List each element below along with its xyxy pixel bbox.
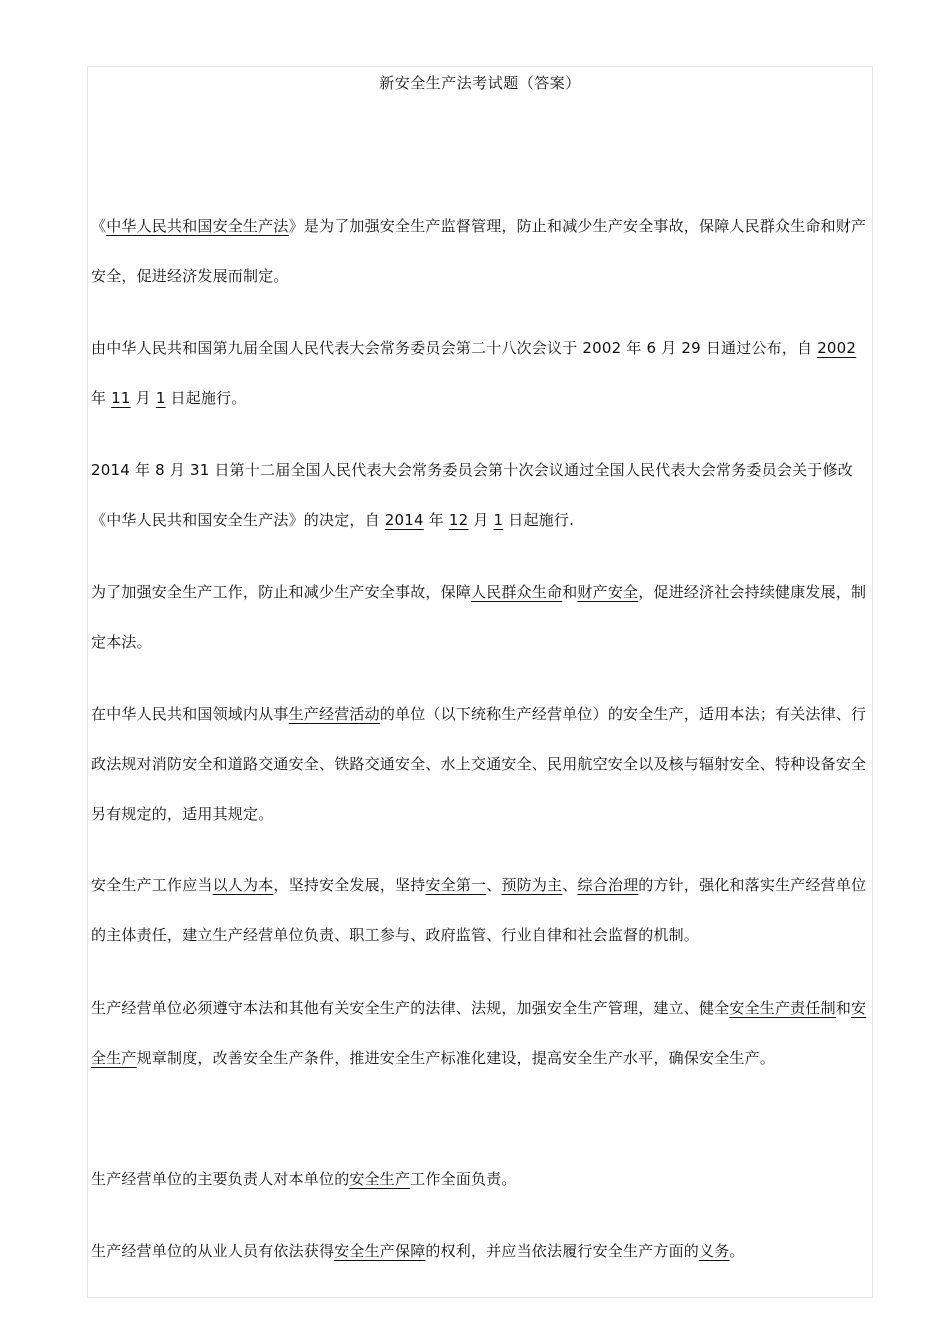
paragraph-legislative-purpose (91, 567, 873, 667)
text-run: 为了加强安全生产工作，防止和减少生产安全事故，保障 (91, 583, 472, 601)
text-run: 生产经营单位的从业人员有依法获得 (91, 1242, 335, 1260)
text-run: 2014 年 8 月 31 日第十二届全国人民代表大会常务委员会第十次会议通过全国人民代表大会常务委员会关于修改《中华人民共和国安全生产法》的决定，自 (91, 461, 853, 529)
paragraph-2002-adoption (91, 323, 873, 423)
underlined-answer: 人民群众生命 (471, 583, 563, 601)
text-run: 的权利，并应当依法履行安全生产方面的 (425, 1242, 700, 1260)
text-run: 安全生产工作应当 (91, 876, 213, 894)
text-run: 月 (130, 389, 156, 407)
paragraph-founding-purpose (91, 201, 873, 301)
text-run: ，促进经济社会持续健康发展，制定本法。 (91, 583, 867, 651)
text-run: ，坚持安全发展，坚持 (273, 876, 426, 894)
text-run: 由中华人民共和国第九届全国人民代表大会常务委员会第二十八次会议于 2002 年 6 月 29 日通过公布，自 (91, 339, 818, 357)
underlined-answer: 1 (493, 511, 504, 529)
paragraph-scope (91, 689, 873, 839)
paragraph-unit-obligations (91, 983, 873, 1083)
text-run: 生产经营单位必须遵守本法和其他有关安全生产的法律、法规，加强安全生产管理，建立、健全 (91, 999, 730, 1017)
underlined-answer: 1 (155, 389, 166, 407)
text-run: 的单位（以下统称生产经营单位）的安全生产，适用本法；有关法律、行政法规对消防安全和道路交通安全、铁路交通安全、水上交通安全、民用航空安全以及核与辐射安全、特种设备安全另有规定的，适用其规定。 (91, 705, 867, 823)
text-run: 和 (562, 583, 578, 601)
underlined-answer: 2002 (817, 339, 857, 357)
underlined-answer: 安全第一 (425, 876, 487, 894)
underlined-answer: 安全生产 (349, 1170, 411, 1188)
underlined-answer: 预防为主 (501, 876, 563, 894)
underlined-answer: 12 (448, 511, 469, 529)
text-run: 工作全面负责。 (410, 1170, 517, 1188)
document-title: 新安全生产法考试题（答案） (379, 74, 581, 92)
underlined-answer: 安全生产责任制 (729, 999, 836, 1017)
underlined-answer: 财产安全 (577, 583, 639, 601)
text-run: 。 (729, 1242, 745, 1260)
paragraph-guiding-principle (91, 860, 873, 960)
text-run: 和 (835, 999, 852, 1017)
text-run: 》是为了加强安全生产监督管理，防止和减少生产安全事故，保障人民群众生命和财产安全，促进经济发展而制定。 (91, 217, 867, 285)
underlined-answer: 综合治理 (577, 876, 639, 894)
underlined-answer: 2014 (384, 511, 424, 529)
underlined-answer: 以人为本 (212, 876, 274, 894)
text-run: 的方针，强化和落实生产经营单位的主体责任，建立生产经营单位负责、职工参与、政府监管、行业自律和社会监督的机制。 (91, 876, 867, 944)
underlined-answer: 11 (111, 389, 131, 407)
text-run: 年 (91, 389, 112, 407)
paragraph-2014-amendment (91, 445, 873, 545)
underlined-answer: 义务 (699, 1242, 730, 1260)
underlined-answer: 安全生产保障 (334, 1242, 426, 1260)
text-run: 月 (468, 511, 494, 529)
paragraph-principal-responsibility (91, 1154, 873, 1204)
text-run: 年 (423, 511, 449, 529)
underlined-answer: 中华人民共和国安全生产法 (106, 217, 289, 235)
text-run: 规章制度，改善安全生产条件，推进安全生产标准化建设，提高安全生产水平，确保安全生产。 (136, 1049, 776, 1067)
text-run: 《 (91, 217, 107, 235)
underlined-answer: 安全生产 (91, 999, 867, 1067)
text-run: 生产经营单位的主要负责人对本单位的 (91, 1170, 350, 1188)
text-run: 在中华人民共和国领域内从事 (91, 705, 289, 723)
text-run: 、 (562, 876, 578, 894)
text-run: 日起施行。 (165, 389, 247, 407)
underlined-answer: 生产经营活动 (288, 705, 380, 723)
text-run: 日起施行. (503, 511, 575, 529)
paragraph-worker-rights (91, 1226, 873, 1276)
text-run: 、 (486, 876, 502, 894)
